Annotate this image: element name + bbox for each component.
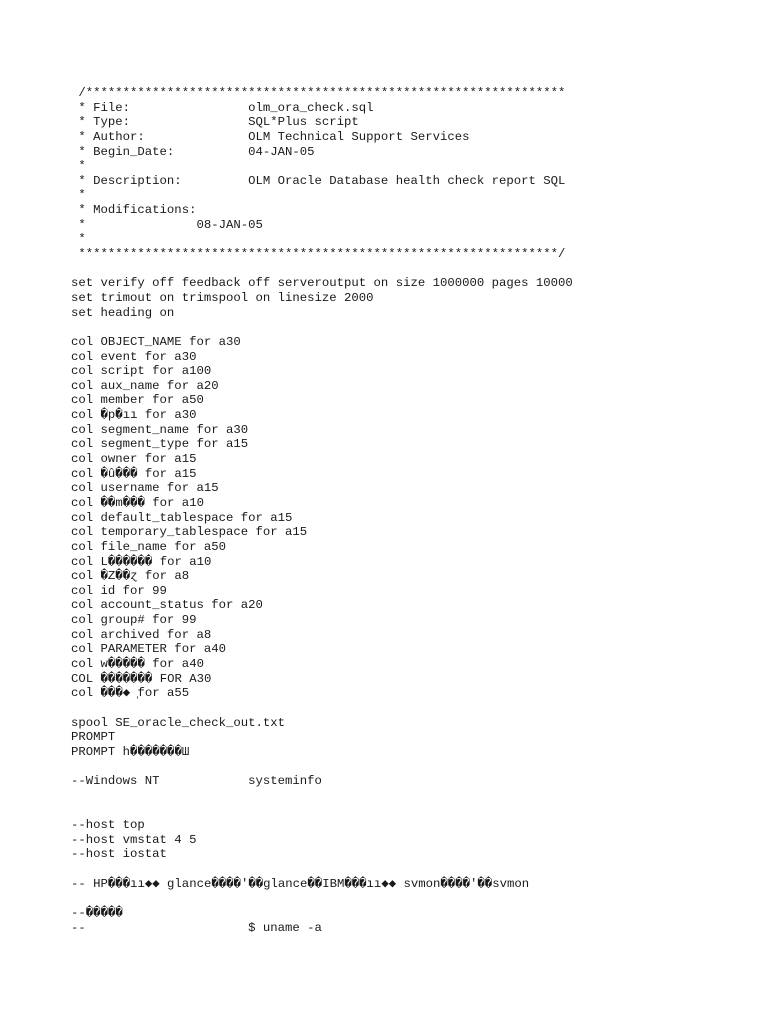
- blank-line: [71, 759, 573, 774]
- column-line: col �р�ıı for a30: [71, 408, 197, 423]
- header-line: *: [71, 159, 86, 174]
- spool-line: PROMPT h�������Ш: [71, 744, 190, 759]
- column-line: col ��m��� for a10: [71, 495, 204, 510]
- spool-line: PROMPT: [71, 730, 116, 745]
- header-line: * Description: OLM Oracle Database health check report SQL: [71, 173, 566, 188]
- column-line: col member for a50: [71, 393, 204, 408]
- column-line: col segment_type for a15: [71, 437, 249, 452]
- host-command-line: --host top: [71, 818, 145, 833]
- sql-script-text: [71, 86, 573, 935]
- header-line: *: [71, 188, 86, 203]
- header-line: *: [71, 232, 86, 247]
- column-line: col L������ for a10: [71, 554, 212, 569]
- blank-line: [71, 789, 573, 818]
- windows-comment-line: --Windows NT systeminfo: [71, 774, 322, 789]
- blank-line: [71, 891, 573, 906]
- host-command-line: --host iostat: [71, 847, 167, 862]
- column-line: col file_name for a50: [71, 539, 226, 554]
- column-line: col username for a15: [71, 481, 219, 496]
- column-line: col default_tablespace for a15: [71, 510, 293, 525]
- column-line: col w����� for a40: [71, 656, 204, 671]
- setting-line: set verify off feedback off serveroutput on size 1000000 pages 10000: [71, 276, 573, 291]
- column-line: col archived for a8: [71, 627, 212, 642]
- column-line: col script for a100: [71, 364, 212, 379]
- column-line: col id for 99: [71, 583, 167, 598]
- header-line: * Modifications:: [71, 203, 197, 218]
- blank-line: [71, 862, 573, 877]
- header-line: * Type: SQL*Plus script: [71, 115, 359, 130]
- blank-line: [71, 320, 573, 335]
- header-line: * 08-JAN-05: [71, 217, 263, 232]
- column-line: col event for a30: [71, 349, 197, 364]
- header-line: *****************************************************************/: [71, 247, 566, 262]
- column-line: col segment_name for a30: [71, 422, 249, 437]
- header-line: * File: olm_ora_check.sql: [71, 100, 374, 115]
- column-line: col group# for 99: [71, 613, 197, 628]
- blank-line: [71, 701, 573, 716]
- column-line: col PARAMETER for a40: [71, 642, 226, 657]
- column-line: col ���◆ ̩for a55: [71, 686, 190, 701]
- header-line: * Begin_Date: 04-JAN-05: [71, 144, 315, 159]
- spool-line: spool SE_oracle_check_out.txt: [71, 715, 286, 730]
- setting-line: set trimout on trimspool on linesize 2000: [71, 290, 374, 305]
- column-line: col aux_name for a20: [71, 378, 219, 393]
- tail-line: -- $ uname -a: [71, 920, 322, 935]
- host-command-line: --host vmstat 4 5: [71, 832, 197, 847]
- header-line: * Author: OLM Technical Support Services: [71, 129, 470, 144]
- header-line: /*****************************************************************: [71, 86, 566, 100]
- column-line: col account_status for a20: [71, 598, 263, 613]
- column-line: col OBJECT_NAME for a30: [71, 334, 241, 349]
- setting-line: set heading on: [71, 305, 175, 320]
- blank-line: [71, 262, 573, 277]
- column-line: col �Ζ��ɀ for a8: [71, 569, 190, 584]
- hp-comment-line: -- HP���ıı◆◆ glance����'��glance��IBM���ıı◆◆ svmon����'��svmon: [71, 876, 530, 891]
- tail-line: --�����: [71, 905, 123, 920]
- column-line: col temporary_tablespace for a15: [71, 525, 308, 540]
- column-line: COL ������� FOR A30: [71, 671, 212, 686]
- column-line: col �û��� for a15: [71, 466, 197, 481]
- column-line: col owner for a15: [71, 452, 197, 467]
